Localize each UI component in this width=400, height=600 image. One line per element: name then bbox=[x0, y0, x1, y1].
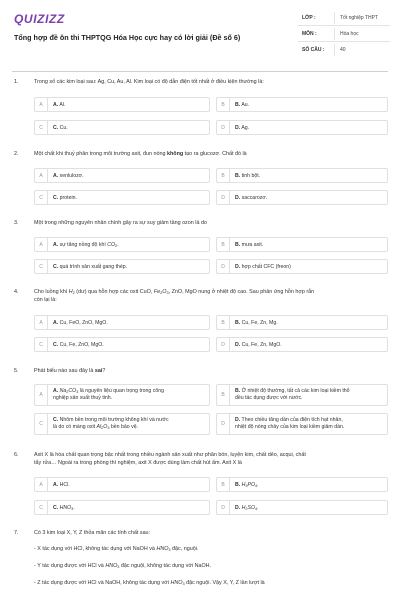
question-number: 6. bbox=[14, 452, 19, 458]
option-b[interactable]: B B. tinh bột. bbox=[216, 168, 388, 183]
option-letter: C bbox=[35, 191, 48, 204]
quiz-header bbox=[0, 0, 400, 62]
option-c[interactable]: C C. Cu, Fe, ZnO, MgO. bbox=[34, 337, 210, 352]
option-letter: B bbox=[217, 169, 230, 182]
option-b[interactable]: B B. Ở nhiệt độ thường, tất cả các kim loại kiềm thổ đều tác dụng được với nước. bbox=[216, 384, 388, 406]
option-letter: C bbox=[35, 260, 48, 273]
option-letter: A bbox=[35, 98, 48, 111]
option-c[interactable]: C C. Cu. bbox=[34, 120, 210, 135]
option-d[interactable]: D D. Ag. bbox=[216, 120, 388, 135]
option-b[interactable]: B B. H3PO4. bbox=[216, 477, 388, 492]
meta-label: SỐ CÂU : bbox=[302, 47, 325, 53]
statement-line: - X tác dụng với HCl, không tác dụng với NaOH và HNO3 đặc, nguội. bbox=[34, 546, 199, 552]
statement-line: - Y tác dụng được với HCl và HNO3 đặc nguội, không tác dụng với NaOH. bbox=[34, 563, 212, 569]
question-number: 4. bbox=[14, 289, 19, 295]
option-letter: B bbox=[217, 478, 230, 491]
meta-row-subject bbox=[298, 26, 390, 42]
question-text: Có 3 kim loại X, Y, Z thỏa mãn các tính chất sau: bbox=[34, 530, 151, 536]
option-letter: D bbox=[217, 260, 230, 273]
question-text: Một trong những nguyên nhân chính gây ra sự suy giảm tầng ozon là do bbox=[34, 220, 207, 226]
option-b[interactable]: B B. mưa axit. bbox=[216, 237, 388, 252]
meta-value: Hóa học bbox=[340, 31, 359, 37]
question-text: Cho luồng khí H2 (dư) qua hỗn hợp các oxit CuO, Fe2O3, ZnO, MgO nung ở nhiệt độ cao. Sau phản ứng hỗn hợp rắn còn lại là: bbox=[34, 289, 315, 303]
option-letter: D bbox=[217, 414, 230, 434]
meta-value: 40 bbox=[340, 47, 346, 53]
question-number: 1. bbox=[14, 79, 19, 85]
option-letter: B bbox=[217, 385, 230, 405]
option-letter: C bbox=[35, 121, 48, 134]
quizizz-logo: QUIZIZZ bbox=[14, 12, 65, 26]
option-a[interactable]: A A. sự tăng nồng độ khí CO2. bbox=[34, 237, 210, 252]
option-letter: B bbox=[217, 98, 230, 111]
option-letter: C bbox=[35, 414, 48, 434]
statement-line: - Z tác dụng được với HCl và NaOH, không tác dụng với HNO3 đặc nguội. Vậy X, Y, Z lần lượt là bbox=[34, 580, 265, 586]
option-letter: D bbox=[217, 121, 230, 134]
page-title: Tổng hợp đề ôn thi THPTQG Hóa Học cực hay có lời giải (Đề số 6) bbox=[14, 33, 241, 42]
meta-table bbox=[298, 10, 390, 58]
option-d[interactable]: D D. hợp chất CFC (freon) bbox=[216, 259, 388, 274]
question-text: Một chất khi thuỷ phân trong môi trường axit, đun nóng không tạo ra glucozơ. Chất đó là bbox=[34, 151, 247, 157]
meta-label: MÔN : bbox=[302, 31, 317, 37]
meta-row-count bbox=[298, 42, 390, 58]
option-a[interactable]: A A. Cu, FeO, ZnO, MgO. bbox=[34, 315, 210, 330]
question-text: Axit X là hóa chất quan trọng bậc nhất trong nhiều ngành sản xuất như phân bón, luyện kim, chất dẻo, acqui, chất tẩy rửa… Ngoài ra trong phòng thí nghiệm, axit X được dùng làm chất hút ẩm. Axit X là bbox=[34, 452, 306, 466]
option-c[interactable]: C C. HNO3. bbox=[34, 500, 210, 515]
question-text: Phát biểu nào sau đây là sai? bbox=[34, 368, 106, 374]
option-letter: B bbox=[217, 316, 230, 329]
option-letter: A bbox=[35, 169, 48, 182]
meta-label: LỚP : bbox=[302, 15, 316, 21]
option-b[interactable]: B B. Au. bbox=[216, 97, 388, 112]
option-a[interactable]: A A. Na2CO3 là nguyên liệu quan trọng trong công nghiệp sản xuất thuỷ tinh. bbox=[34, 384, 210, 406]
question-number: 2. bbox=[14, 151, 19, 157]
option-letter: B bbox=[217, 238, 230, 251]
option-c[interactable]: C C. protein. bbox=[34, 190, 210, 205]
option-letter: D bbox=[217, 338, 230, 351]
question-number: 5. bbox=[14, 368, 19, 374]
option-c[interactable]: C C. Nhôm bền trong môi trường không khí và nước là do có màng oxit Al2O3 bền bảo vệ. bbox=[34, 413, 210, 435]
option-letter: C bbox=[35, 501, 48, 514]
option-c[interactable]: C C. quá trình sản xuất gang thép. bbox=[34, 259, 210, 274]
option-d[interactable]: D D. Cu, Fe, Zn, MgO. bbox=[216, 337, 388, 352]
option-letter: A bbox=[35, 385, 48, 405]
option-letter: C bbox=[35, 338, 48, 351]
option-letter: D bbox=[217, 501, 230, 514]
header-divider bbox=[12, 71, 388, 72]
meta-row-class bbox=[298, 10, 390, 26]
question-number: 7. bbox=[14, 530, 19, 536]
option-letter: A bbox=[35, 238, 48, 251]
meta-value: Tốt nghiệp THPT bbox=[340, 15, 378, 21]
option-letter: D bbox=[217, 191, 230, 204]
question-number: 3. bbox=[14, 220, 19, 226]
option-letter: A bbox=[35, 478, 48, 491]
option-a[interactable]: A A. Al. bbox=[34, 97, 210, 112]
option-a[interactable]: A A. xenlulozơ. bbox=[34, 168, 210, 183]
option-d[interactable]: D D. H2SO4. bbox=[216, 500, 388, 515]
option-a[interactable]: A A. HCl. bbox=[34, 477, 210, 492]
option-letter: A bbox=[35, 316, 48, 329]
option-b[interactable]: B B. Cu, Fe, Zn, Mg. bbox=[216, 315, 388, 330]
question-text: Trong số các kim loại sau: Ag, Cu, Au, Al. Kim loại có độ dẫn điện tốt nhất ở điều kiện thường là: bbox=[34, 79, 264, 85]
option-d[interactable]: D D. saccarozơ. bbox=[216, 190, 388, 205]
option-d[interactable]: D D. Theo chiều tăng dần của điện tích hạt nhân, nhiệt độ nóng chảy của kim loại kiềm giảm dần. bbox=[216, 413, 388, 435]
